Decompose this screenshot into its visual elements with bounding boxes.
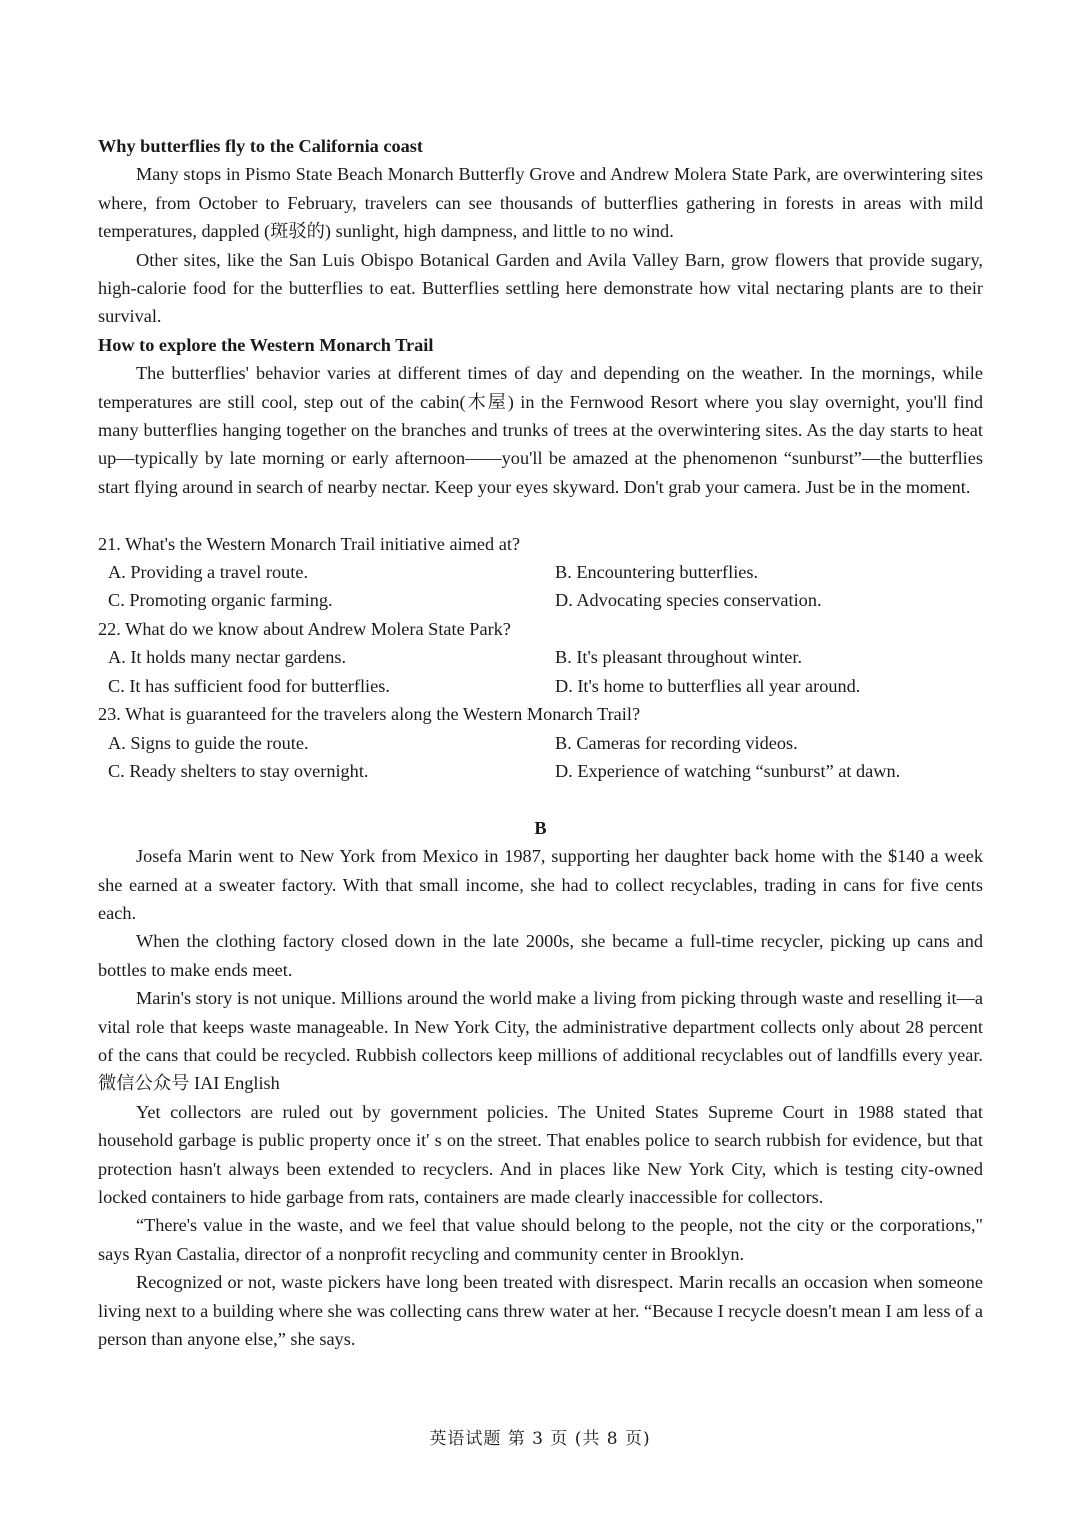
paragraph-not-unique: Marin's story is not unique. Millions around the world make a living from picking through waste and reselling it—a vital role that keeps waste manageable. In New York City, the administrative department collects only about 28 percent of the cans that could be recycled. Rubbish collectors keep millions of additional recyclables out of landfills every year. 微信公众号 IAI English: [98, 988, 983, 1094]
paragraph-government-policies: Yet collectors are ruled out by government policies. The United States Supreme Court in 1988 stated that household garbage is public property once it' s on the street. That enables police to search rubbish for evidence, but that protection hasn't always been extended to recyclers. And in places like New York City, which is testing city-owned locked containers to hide garbage from rats, containers are made clearly inaccessible for collectors.: [98, 1101, 983, 1207]
question-block-23: [98, 700, 983, 785]
paragraph-overwintering-sites: Many stops in Pismo State Beach Monarch Butterfly Grove and Andrew Molera State Park, are overwintering sites where, from October to February, travelers can see thousands of butterflies gathering in forests in areas with mild temperatures, dappled (斑驳的) sunlight, high dampness, and little to no wind.: [98, 164, 983, 242]
question-block-21: [98, 530, 983, 615]
option-b: B. Cameras for recording videos.: [555, 732, 798, 753]
option-c: C. Promoting organic farming.: [108, 590, 333, 611]
spacer: [98, 785, 983, 813]
question-stem: 23. What is guaranteed for the travelers along the Western Monarch Trail?: [98, 704, 641, 725]
paragraph-full-time-recycler: When the clothing factory closed down in the late 2000s, she became a full-time recycler, picking up cans and bottles to make ends meet.: [98, 931, 983, 980]
answer-options: [98, 558, 983, 615]
answer-options: [98, 729, 983, 786]
question-stem: 22. What do we know about Andrew Molera State Park?: [98, 618, 511, 639]
question-stem: 21. What's the Western Monarch Trail initiative aimed at?: [98, 533, 521, 554]
spacer: [98, 501, 983, 529]
option-c: C. Ready shelters to stay overnight.: [108, 760, 369, 781]
option-a: A. It holds many nectar gardens.: [108, 647, 347, 668]
option-b: B. Encountering butterflies.: [555, 562, 759, 583]
option-a: A. Providing a travel route.: [108, 562, 309, 583]
paragraph-disrespect: Recognized or not, waste pickers have long been treated with disrespect. Marin recalls an occasion when someone living next to a building where she was collecting cans threw water at her. “Because I recycle doesn't mean I am less of a person than anyone else,” she says.: [98, 1272, 983, 1350]
option-d: D. It's home to butterflies all year around.: [555, 675, 861, 696]
passage-b-title: B: [534, 817, 547, 838]
paragraph-castalia-quote: “There's value in the waste, and we feel that value should belong to the people, not the city or the corporations," says Ryan Castalia, director of a nonprofit recycling and community center in Brooklyn.: [98, 1215, 983, 1264]
option-c: C. It has sufficient food for butterflies.: [108, 675, 390, 696]
option-a: A. Signs to guide the route.: [108, 732, 309, 753]
question-block-22: [98, 615, 983, 700]
paragraph-marin-intro: Josefa Marin went to New York from Mexico in 1987, supporting her daughter back home with the $140 a week she earned at a sweater factory. With that small income, she had to collect recyclables, trading in cans for five cents each.: [98, 846, 983, 923]
paragraph-nectar-sites: Other sites, like the San Luis Obispo Botanical Garden and Avila Valley Barn, grow flowers that provide sugary, high-calorie food for the butterflies to eat. Butterflies settling here demonstrate how vital nectaring plants are to their survival.: [98, 249, 983, 327]
section-heading-explore-trail: How to explore the Western Monarch Trail: [98, 334, 434, 355]
option-b: B. It's pleasant throughout winter.: [555, 647, 803, 668]
option-d: D. Experience of watching “sunburst” at dawn.: [555, 760, 901, 781]
section-heading-california-coast: Why butterflies fly to the California coast: [98, 136, 423, 156]
option-d: D. Advocating species conservation.: [555, 590, 822, 611]
page-footer: 英语试题 第 3 页 (共 8 页): [429, 1429, 651, 1449]
paragraph-butterfly-behavior: The butterflies' behavior varies at different times of day and depending on the weather. In the mornings, while temperatures are still cool, step out of the cabin(木屋) in the Fernwood Resort where you slay overnight, you'll find many butterflies hanging together on the branches and trunks of trees at the overwintering sites. As the day starts to heat up—typically by late morning or early afternoon——you'll be amazed at the phenomenon “sunburst”—the butterflies start flying around in search of nearby nectar. Keep your eyes skyward. Don't grab your camera. Just be in the moment.: [98, 363, 983, 497]
answer-options: [98, 643, 983, 700]
exam-page-body: [98, 132, 983, 1353]
